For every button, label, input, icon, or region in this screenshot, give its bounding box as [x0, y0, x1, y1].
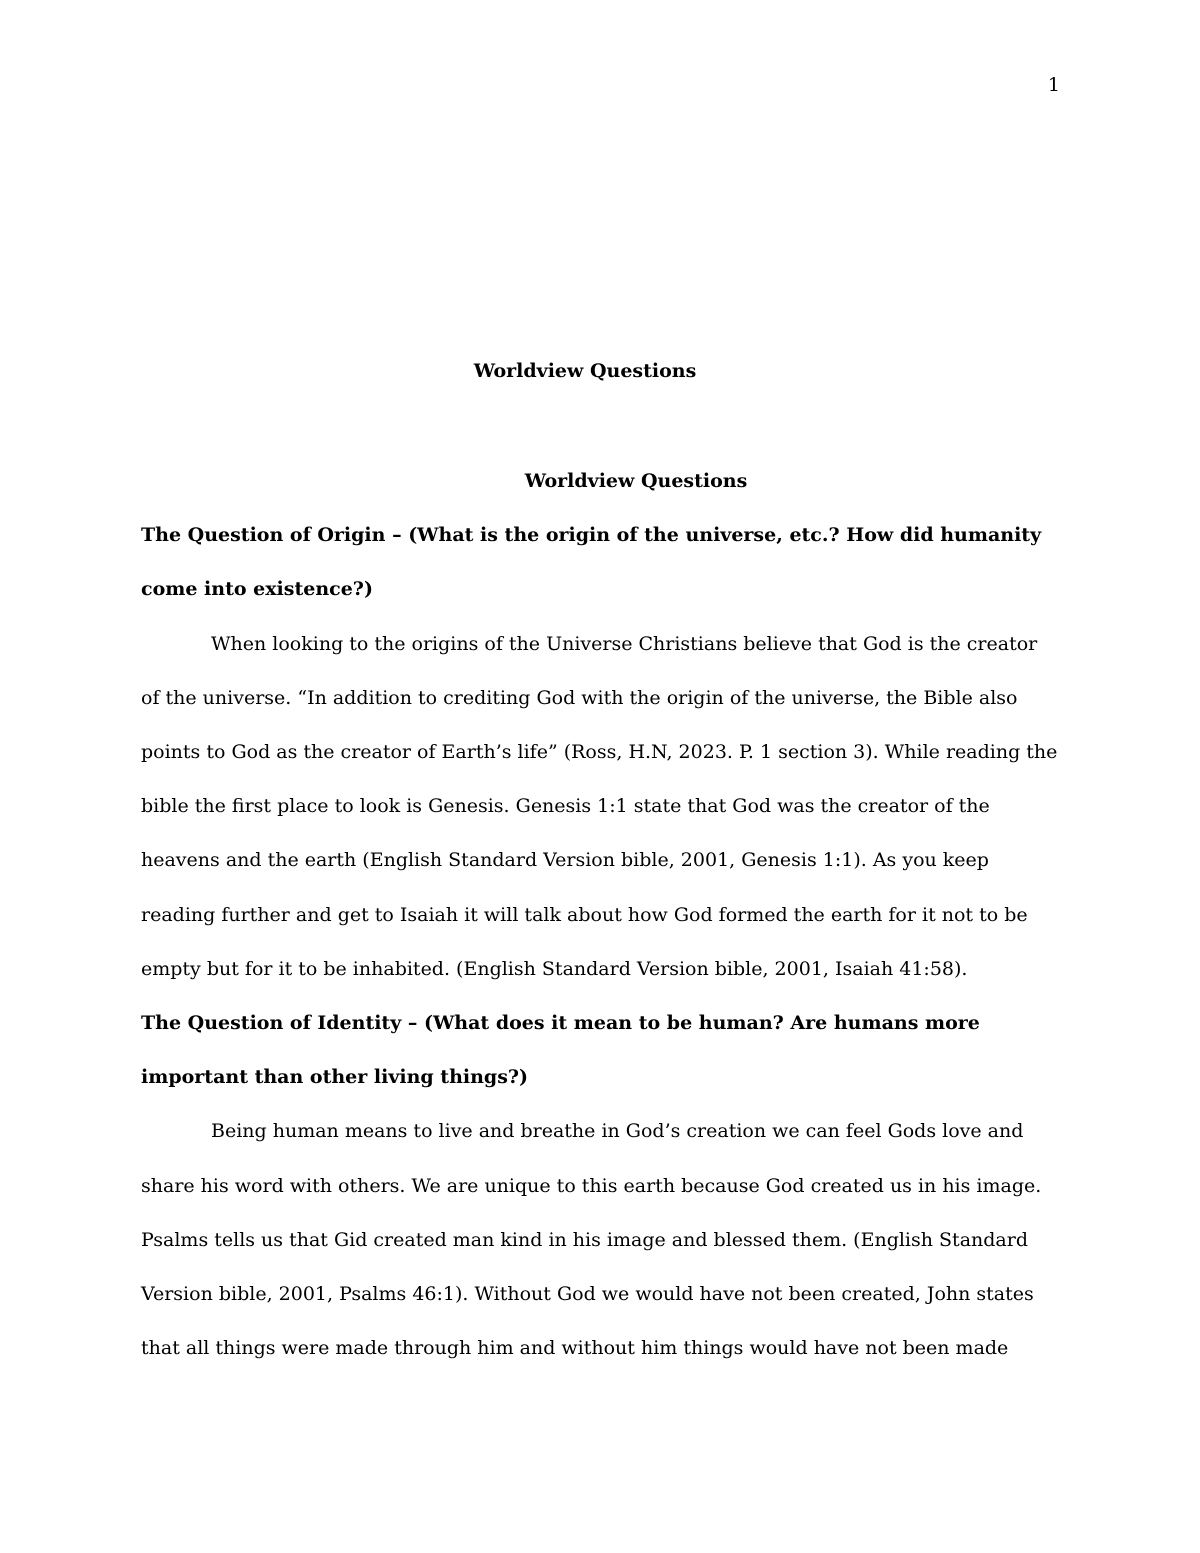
- section-paragraph-origin: When looking to the origins of the Universe Christians believe that God is the creator of the universe. “In addition to crediting God with the origin of the universe, the Bible also points to God as the creator of Earth’s life” (Ross, H.N, 2023. P. 1 section 3). While reading the bible the first place to look is Genesis. Genesis 1:1 state that God was the creator of the heavens and the earth (English Standard Version bible, 2001, Genesis 1:1). As you keep reading further and get to Isaiah it will talk about how God formed the earth for it not to be empty but for it to be inhabited. (English Standard Version bible, 2001, Isaiah 41:58).: [141, 632, 1058, 980]
- section-heading-identity: The Question of Identity – (What does it mean to be human? Are humans more important than other living things?): [141, 1012, 980, 1089]
- section-heading-origin: The Question of Origin – (What is the origin of the universe, etc.? How did humanity come into existence?): [141, 524, 1042, 601]
- body-title: Worldview Questions: [524, 470, 748, 492]
- page-title: Worldview Questions: [473, 360, 697, 382]
- document-body: [141, 454, 1061, 1375]
- section-paragraph-identity: Being human means to live and breathe in God’s creation we can feel Gods love and share his word with others. We are unique to this earth because God created us in his image. Psalms tells us that Gid created man kind in his image and blessed them. (English Standard Version bible, 2001, Psalms 46:1). Without God we would have not been created, John states that all things were made through him and without him things would have not been made: [141, 1120, 1042, 1360]
- page-number: 1: [1047, 74, 1060, 96]
